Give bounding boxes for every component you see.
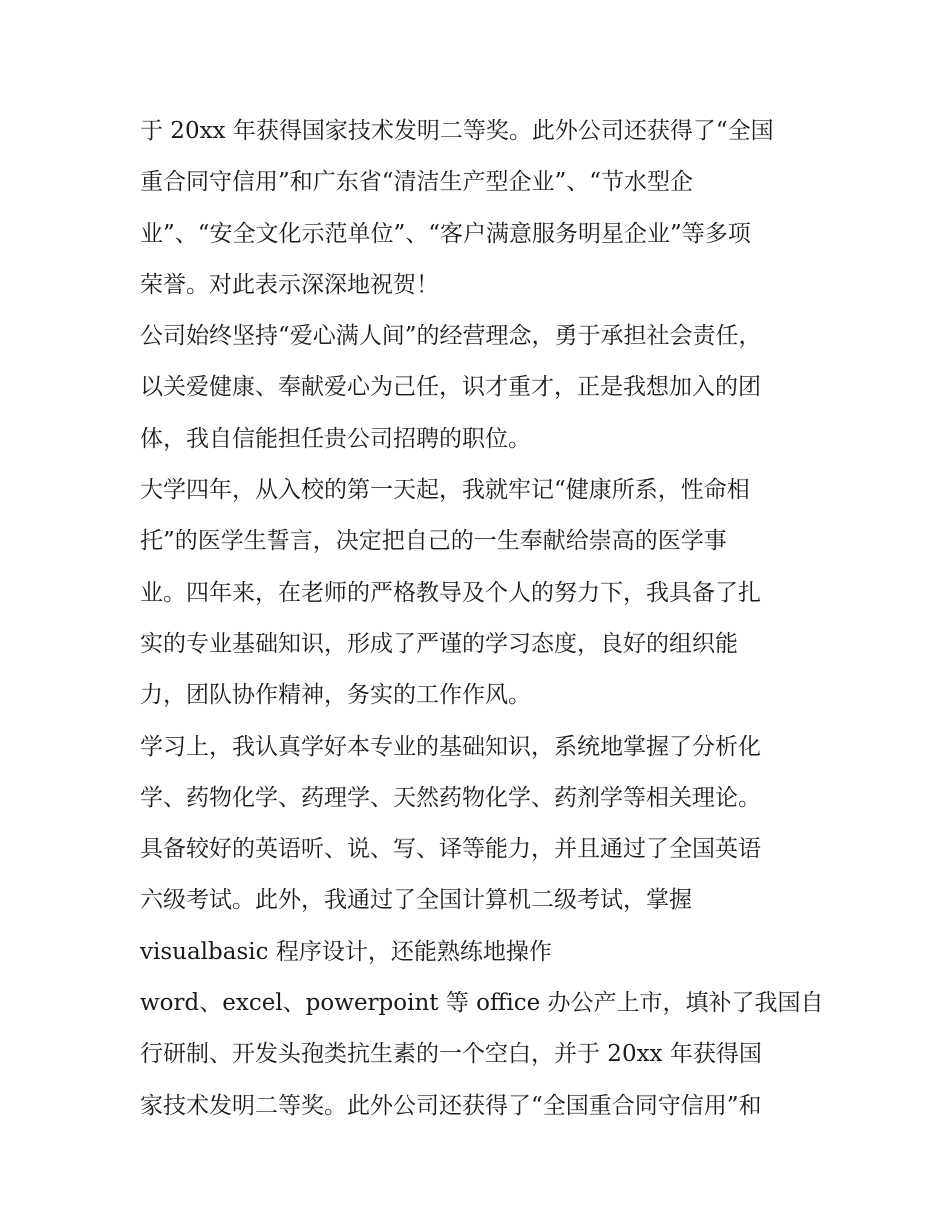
body-text [140, 106, 824, 1132]
text-line-20: 家技术发明二等奖。此外公司还获得了“全国重合同守信用”和 [140, 1092, 762, 1119]
text-line-1: 于 20xx 年获得国家技术发明二等奖。此外公司还获得了“全国 [140, 118, 774, 144]
text-line-11: 实的专业基础知识，形成了严谨的学习态度，良好的组织能 [140, 630, 738, 657]
text-line-12: 力，团队协作精神，务实的工作作风。 [140, 682, 531, 709]
text-line-9: 托”的医学生誓言，决定把自己的一生奉献给崇高的医学事 [140, 528, 727, 555]
text-line-16: 六级考试。此外，我通过了全国计算机二级考试，掌握 [140, 887, 692, 914]
text-line-7: 体，我自信能担任贵公司招聘的职位。 [140, 425, 531, 452]
text-line-2: 重合同守信用”和广东省“清洁生产型企业”、“节水型企 [140, 169, 694, 196]
text-line-5: 公司始终坚持“爱心满人间”的经营理念，勇于承担社会责任， [140, 323, 762, 350]
text-line-19: 行研制、开发头孢类抗生素的一个空白，并于 20xx 年获得国 [140, 1041, 762, 1068]
text-line-10: 业。四年来，在老师的严格教导及个人的努力下，我具备了扎 [140, 579, 761, 606]
text-line-14: 学、药物化学、药理学、天然药物化学、药剂学等相关理论。 [140, 784, 761, 811]
text-line-6: 以关爱健康、奉献爱心为己任，识才重才，正是我想加入的团 [140, 374, 761, 401]
text-line-4: 荣誉。对此表示深深地祝贺！ [140, 271, 439, 298]
text-line-15: 具备较好的英语听、说、写、译等能力，并且通过了全国英语 [140, 836, 761, 863]
text-line-13: 学习上，我认真学好本专业的基础知识，系统地掌握了分析化 [140, 733, 761, 760]
text-line-17: visualbasic 程序设计，还能熟练地操作 [140, 938, 552, 965]
text-line-8: 大学四年，从入校的第一天起，我就牢记“健康所系，性命相 [140, 477, 750, 504]
text-line-3: 业”、“安全文化示范单位”、“客户满意服务明星企业”等多项 [140, 220, 751, 247]
text-line-18: word、excel、powerpoint 等 office 办公产上市，填补了我国自 [140, 990, 824, 1017]
